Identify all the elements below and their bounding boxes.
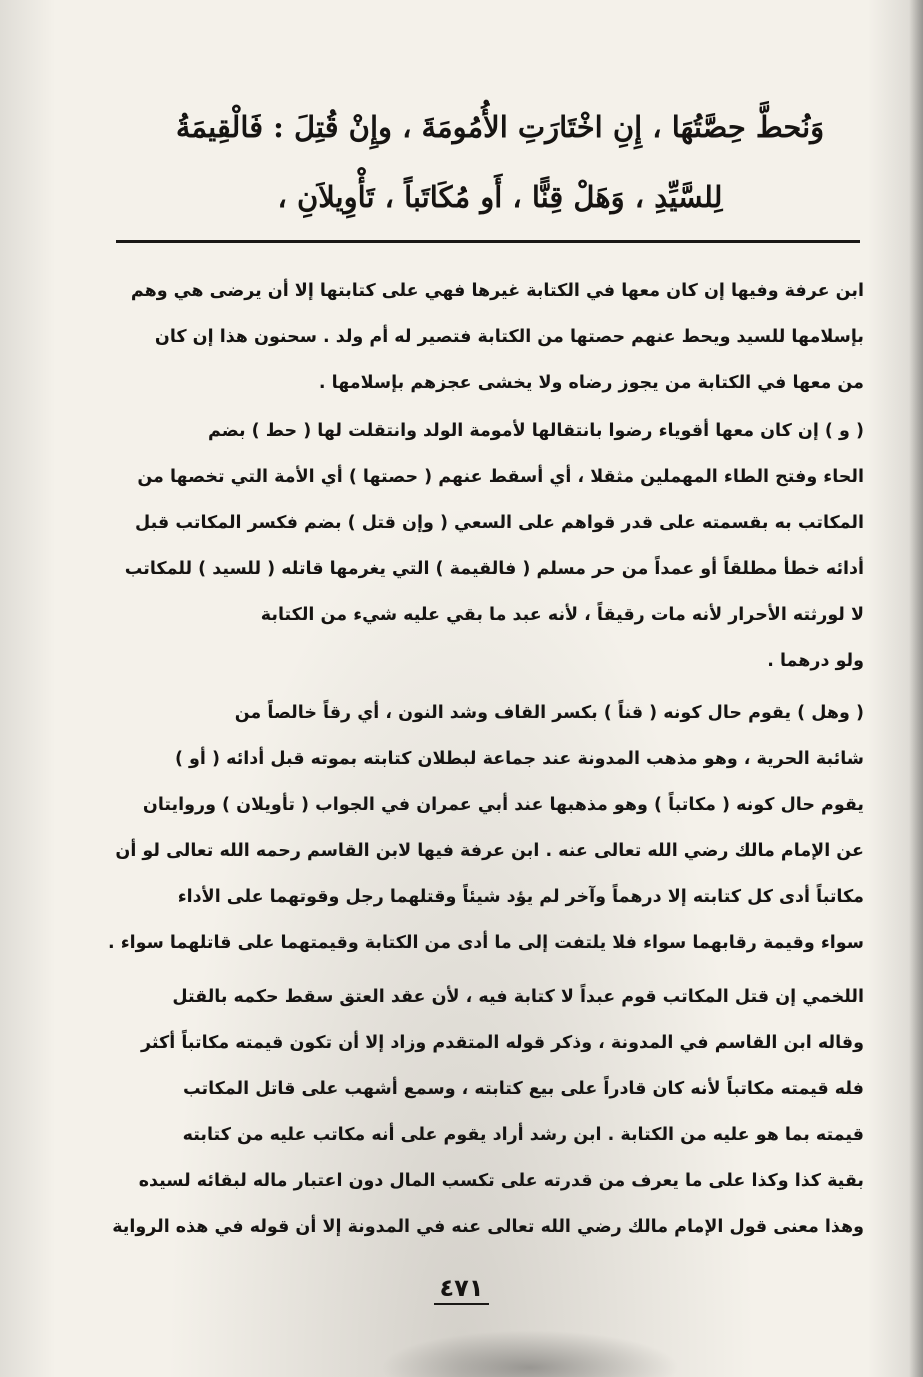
text-line: بقية كذا وكذا على ما يعرف من قدرته على تكسب المال دون اعتبار ماله لبقائه لسيده — [138, 1171, 864, 1191]
scan-smudge — [380, 1330, 680, 1377]
text-line: الحاء وفتح الطاء المهملين مثقلا ، أي أسقط عنهم ( حصتها ) أي الأمة التي تخصها من — [137, 467, 864, 487]
page-number-text: ٤٧١ — [434, 1274, 490, 1305]
commentary-paragraph — [100, 408, 864, 684]
text-line: فله قيمته مكاتباً لأنه كان قادراً على بيع كتابته ، وسمع أشهب على قاتل المكاتب — [182, 1079, 864, 1099]
text-line: يقوم حال كونه ( مكاتباً ) وهو مذهبها عند أبي عمران في الجواب ( تأويلان ) وروايتان — [142, 795, 864, 815]
text-line: وقاله ابن القاسم في المدونة ، وذكر قوله المتقدم وزاد إلا أن تكون قيمته مكاتباً أكثر — [141, 1033, 864, 1053]
text-line: وهذا معنى قول الإمام مالك رضي الله تعالى عنه في المدونة إلا أن قوله في هذه الرواية — [112, 1217, 864, 1237]
text-line: شائبة الحرية ، وهو مذهب المدونة عند جماعة لبطلان كتابته بموته قبل أدائه ( أو ) — [174, 749, 864, 769]
text-line: ( وهل ) يقوم حال كونه ( قناً ) بكسر القاف وشد النون ، أي رقاً خالصاً من — [234, 703, 864, 723]
commentary-text — [100, 268, 864, 1250]
text-line: لا لورثته الأحرار لأنه مات رقيقاً ، لأنه عبد ما بقي عليه شيء من الكتابة — [260, 605, 864, 625]
matn-line: وَنُحطَّ حِصَّتُهَا ، إِنِ اخْتَارَتِ الأُمُومَةَ ، وإِنْ قُتِلَ : فَالْقِيمَةُ — [175, 110, 825, 144]
text-line: أدائه خطأ مطلقاً أو عمداً من حر مسلم ( فالقيمة ) التي يغرمها قاتله ( للسيد ) للمكاتب — [124, 559, 864, 579]
page-edge-shadow — [909, 0, 923, 1377]
text-line: ( و ) إن كان معها أقوياء رضوا بانتقالها لأمومة الولد وانتقلت لها ( حط ) بضم — [208, 421, 864, 441]
text-line: قيمته بما هو عليه من الكتابة . ابن رشد أراد يقوم على أنه مكاتب عليه من كتابته — [182, 1125, 864, 1145]
commentary-paragraph — [100, 974, 864, 1250]
text-line: من معها في الكتابة من يجوز رضاه ولا يخشى عجزهم بإسلامها . — [318, 373, 864, 393]
matn-text — [150, 92, 850, 232]
text-line: ولو درهما . — [767, 651, 864, 671]
text-line: المكاتب به بقسمته على قدر قواهم على السعي ( وإن قتل ) بضم فكسر المكاتب قبل — [135, 513, 864, 533]
matn-line: لِلسَّيِّدِ ، وَهَلْ قِنًّا ، أَو مُكَاتَباً ، تَأْوِيلاَنِ ، — [277, 180, 723, 214]
commentary-paragraph — [100, 690, 864, 966]
text-line: عن الإمام مالك رضي الله تعالى عنه . ابن عرفة فيها لابن القاسم رحمه الله تعالى لو أن — [115, 841, 864, 861]
commentary-paragraph — [100, 268, 864, 406]
text-line: بإسلامها للسيد ويحط عنهم حصتها من الكتابة فتصير له أم ولد . سحنون هذا إن كان — [154, 327, 864, 347]
text-line: سواء وقيمة رقابهما سواء فلا يلتفت إلى ما أدى من الكتابة وقيمتهما على قاتلهما سواء . — [107, 933, 864, 953]
text-line: مكاتباً أدى كل كتابته إلا درهماً وآخر لم يؤد شيئاً وقتلهما رجل وقوتهما على الأداء — [177, 887, 864, 907]
text-line: اللخمي إن قتل المكاتب قوم عبداً لا كتابة فيه ، لأن عقد العتق سقط حكمه بالقتل — [172, 987, 864, 1007]
separator-rule — [116, 240, 860, 243]
page-number — [0, 1274, 923, 1305]
text-line: ابن عرفة وفيها إن كان معها في الكتابة غيرها فهي على كتابتها إلا أن يرضى هي وهم — [130, 281, 864, 301]
